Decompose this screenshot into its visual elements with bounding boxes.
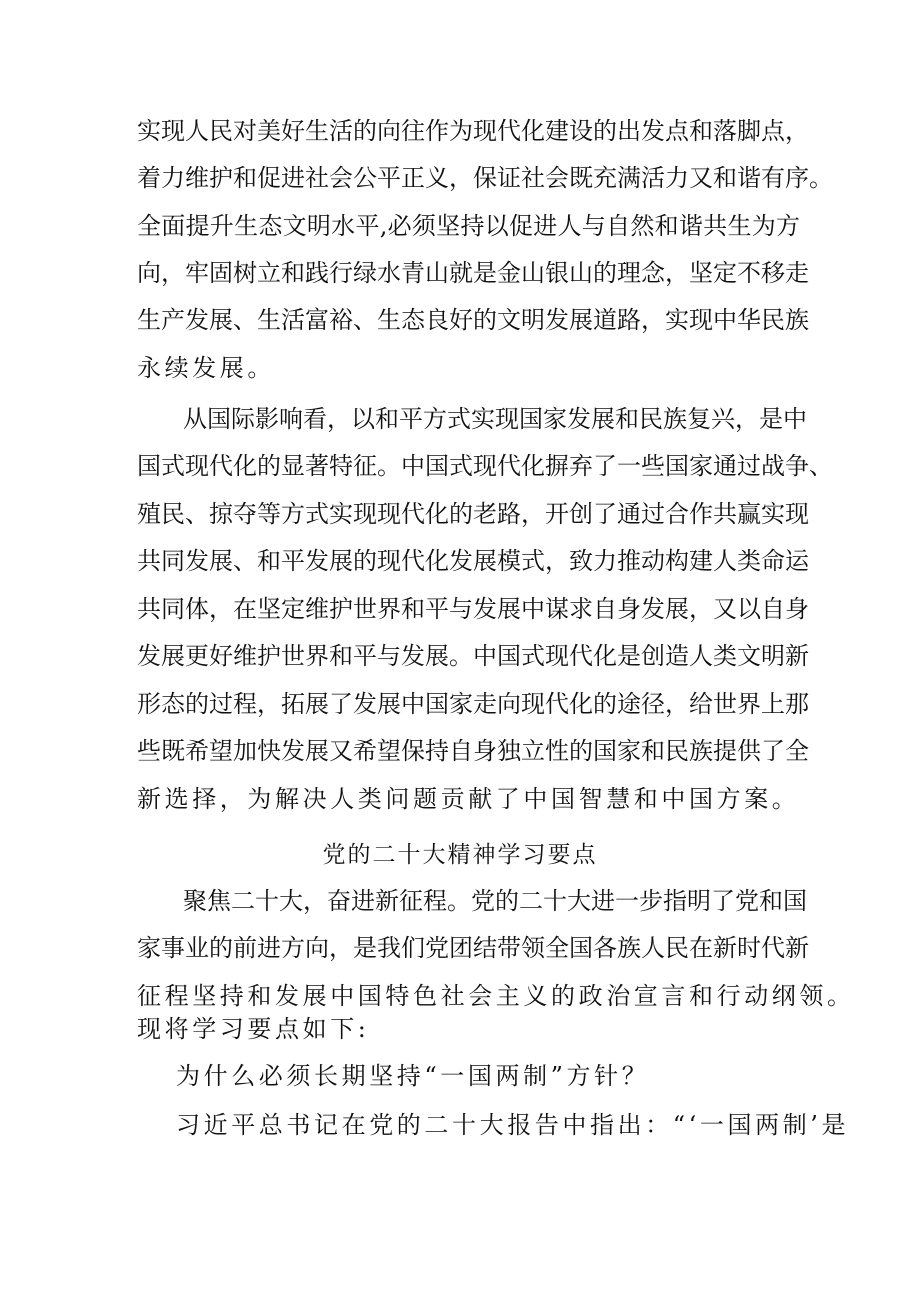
question-heading: 为什么必须长期坚持“一国两制”方针？ [176,1062,650,1090]
text-line: 殖民、掠夺等方式实现现代化的老路，开创了通过合作共赢实现 [137,500,809,528]
text-line: 国式现代化的显著特征。中国式现代化摒弃了一些国家通过战争、 [137,452,833,480]
text-line: 共同发展、和平发展的现代化发展模式，致力推动构建人类命运 [137,547,809,575]
text-line: 聚焦二十大，奋进新征程。党的二十大进一步指明了党和国 [183,887,807,915]
text-line: 共同体，在坚定维护世界和平与发展中谋求自身发展，又以自身 [137,595,809,623]
text-line: 全面提升生态文明水平,必须坚持以促进人与自然和谐共生为方 [137,212,800,240]
text-line: 永续发展。 [137,354,275,382]
text-line: 向，牢固树立和践行绿水青山就是金山银山的理念，坚定不移走 [137,259,809,287]
text-line: 生产发展、生活富裕、生态良好的文明发展道路，实现中华民族 [137,306,809,334]
text-line: 现将学习要点如下: [137,1015,370,1043]
text-line: 形态的过程，拓展了发展中国家走向现代化的途径，给世界上那 [137,690,809,718]
text-line: 着力维护和促进社会公平正义，保证社会既充满活力又和谐有序。 [137,164,833,192]
text-line: 新选择，为解决人类问题贡献了中国智慧和中国方案。 [137,785,800,813]
text-line: 实现人民对美好生活的向往作为现代化建设的出发点和落脚点， [137,117,809,145]
text-line: 家事业的前进方向，是我们党团结带领全国各族人民在新时代新 [137,934,809,962]
text-line: 习近平总书记在党的二十大报告中指出：“‘一国两制’是 [176,1111,850,1139]
section-heading: 党的二十大精神学习要点 [322,842,598,868]
text-line: 些既希望加快发展又希望保持自身独立性的国家和民族提供了全 [137,737,809,765]
text-line: 征程坚持和发展中国特色社会主义的政治宣言和行动纲领。 [137,982,855,1010]
text-line: 从国际影响看，以和平方式实现国家发展和民族复兴，是中 [183,405,807,433]
text-line: 发展更好维护世界和平与发展。中国式现代化是创造人类文明新 [137,642,809,670]
